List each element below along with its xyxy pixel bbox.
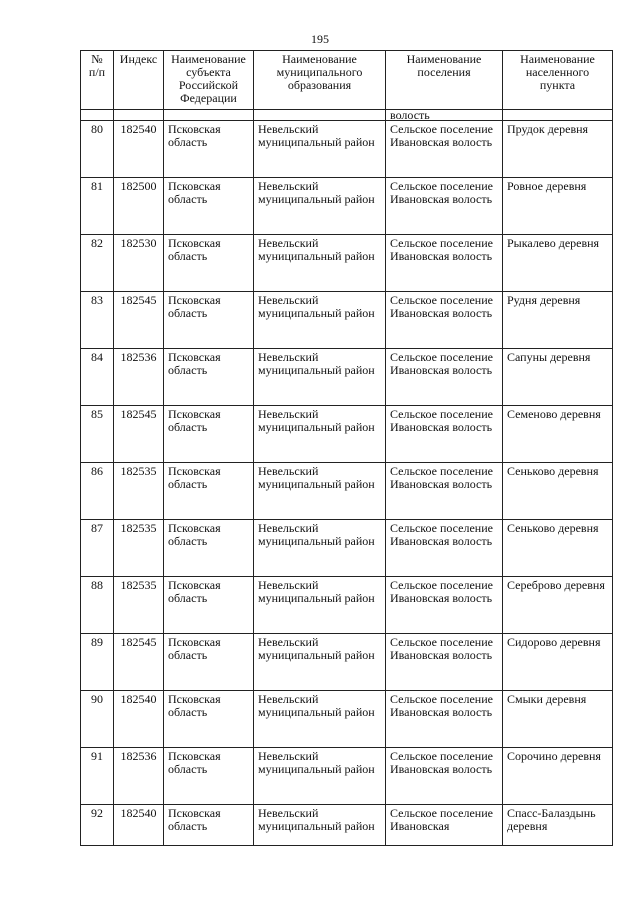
cell-locality: Сеньково деревня <box>503 463 613 520</box>
cell-num: 85 <box>81 406 114 463</box>
cell-subject: Псковская область <box>164 634 254 691</box>
cell-subject: Псковская область <box>164 520 254 577</box>
cell-num: 84 <box>81 349 114 406</box>
cell-index: 182500 <box>114 178 164 235</box>
cell-num: 92 <box>81 805 114 846</box>
cell-subject: Псковская область <box>164 691 254 748</box>
table-row <box>81 292 613 349</box>
cell-num: 88 <box>81 577 114 634</box>
cell-settlement: Сельское поселение Ивановская <box>386 805 503 846</box>
cell-municipality: Невельский муниципальный район <box>254 691 386 748</box>
cell-municipality: Невельский муниципальный район <box>254 235 386 292</box>
cell-locality: Сапуны деревня <box>503 349 613 406</box>
cell-subject: Псковская область <box>164 121 254 178</box>
table-row <box>81 406 613 463</box>
cell-index: 182535 <box>114 577 164 634</box>
table-row <box>81 235 613 292</box>
cell-settlement: Сельское поселение Ивановская волость <box>386 634 503 691</box>
cell-municipality: Невельский муниципальный район <box>254 520 386 577</box>
cell-num: 80 <box>81 121 114 178</box>
table-row <box>81 805 613 846</box>
table-row <box>81 577 613 634</box>
cell-settlement: Сельское поселение Ивановская волость <box>386 691 503 748</box>
header-settlement: Наименование поселения <box>386 51 503 110</box>
header-municipality: Наименование муниципального образования <box>254 51 386 110</box>
cell-municipality: Невельский муниципальный район <box>254 805 386 846</box>
cell-subject: Псковская область <box>164 292 254 349</box>
cell-settlement: Сельское поселение Ивановская волость <box>386 235 503 292</box>
cell-num: 81 <box>81 178 114 235</box>
cell-index: 182535 <box>114 520 164 577</box>
cell-num: 87 <box>81 520 114 577</box>
cell-settlement: Сельское поселение Ивановская волость <box>386 577 503 634</box>
cell-subject: Псковская область <box>164 805 254 846</box>
header-index: Индекс <box>114 51 164 110</box>
cell-settlement: Сельское поселение Ивановская волость <box>386 406 503 463</box>
cell-locality: Ровное деревня <box>503 178 613 235</box>
cell-municipality: Невельский муниципальный район <box>254 577 386 634</box>
cell-locality: Сорочино деревня <box>503 748 613 805</box>
cell-index: 182540 <box>114 805 164 846</box>
page-number: 195 <box>311 32 329 46</box>
cell-municipality: Невельский муниципальный район <box>254 634 386 691</box>
cell-locality: Прудок деревня <box>503 121 613 178</box>
table-row <box>81 748 613 805</box>
cell-subject: Псковская область <box>164 349 254 406</box>
continuation-row <box>81 110 613 121</box>
cell-index: 182540 <box>114 691 164 748</box>
table-row <box>81 691 613 748</box>
cell-num: 89 <box>81 634 114 691</box>
cell-locality: Рудня деревня <box>503 292 613 349</box>
table-body <box>81 110 613 846</box>
table-row <box>81 463 613 520</box>
cell-subject: Псковская область <box>164 235 254 292</box>
cell-index: 182545 <box>114 634 164 691</box>
table-row <box>81 178 613 235</box>
header-locality: Наименование населенного пункта <box>503 51 613 110</box>
table-header-row <box>81 51 613 110</box>
cell-num: 90 <box>81 691 114 748</box>
cell-index: 182530 <box>114 235 164 292</box>
cont-index <box>114 110 164 121</box>
cell-municipality: Невельский муниципальный район <box>254 349 386 406</box>
cell-municipality: Невельский муниципальный район <box>254 178 386 235</box>
cell-locality: Смыки деревня <box>503 691 613 748</box>
cell-locality: Сидорово деревня <box>503 634 613 691</box>
cell-locality: Спасс-Балаздынь деревня <box>503 805 613 846</box>
cell-subject: Псковская область <box>164 463 254 520</box>
cell-subject: Псковская область <box>164 406 254 463</box>
cell-subject: Псковская область <box>164 178 254 235</box>
cell-index: 182545 <box>114 406 164 463</box>
cell-index: 182535 <box>114 463 164 520</box>
cell-settlement: Сельское поселение Ивановская волость <box>386 178 503 235</box>
cell-subject: Псковская область <box>164 577 254 634</box>
cont-num <box>81 110 114 121</box>
table-row <box>81 121 613 178</box>
cell-municipality: Невельский муниципальный район <box>254 406 386 463</box>
cell-municipality: Невельский муниципальный район <box>254 121 386 178</box>
cell-num: 83 <box>81 292 114 349</box>
cell-settlement: Сельское поселение Ивановская волость <box>386 463 503 520</box>
cell-index: 182536 <box>114 349 164 406</box>
cell-settlement: Сельское поселение Ивановская волость <box>386 349 503 406</box>
cell-settlement: Сельское поселение Ивановская волость <box>386 748 503 805</box>
cell-municipality: Невельский муниципальный район <box>254 463 386 520</box>
cell-locality: Семеново деревня <box>503 406 613 463</box>
cell-municipality: Невельский муниципальный район <box>254 292 386 349</box>
cell-subject: Псковская область <box>164 748 254 805</box>
cell-num: 91 <box>81 748 114 805</box>
cell-index: 182545 <box>114 292 164 349</box>
cell-num: 86 <box>81 463 114 520</box>
header-num: № п/п <box>81 51 114 110</box>
localities-table <box>80 50 613 846</box>
cell-settlement: Сельское поселение Ивановская волость <box>386 292 503 349</box>
table-row <box>81 349 613 406</box>
cell-settlement: Сельское поселение Ивановская волость <box>386 520 503 577</box>
table-row <box>81 520 613 577</box>
cell-index: 182540 <box>114 121 164 178</box>
cell-settlement: Сельское поселение Ивановская волость <box>386 121 503 178</box>
table-row <box>81 634 613 691</box>
cell-num: 82 <box>81 235 114 292</box>
cont-subject <box>164 110 254 121</box>
cell-locality: Сеньково деревня <box>503 520 613 577</box>
cont-municipality <box>254 110 386 121</box>
cell-municipality: Невельский муниципальный район <box>254 748 386 805</box>
cont-settlement: волость <box>386 110 503 121</box>
cell-locality: Серeброво деревня <box>503 577 613 634</box>
cell-index: 182536 <box>114 748 164 805</box>
cont-locality <box>503 110 613 121</box>
cell-locality: Рыкалево деревня <box>503 235 613 292</box>
header-subject: Наименование субъекта Российской Федерации <box>164 51 254 110</box>
